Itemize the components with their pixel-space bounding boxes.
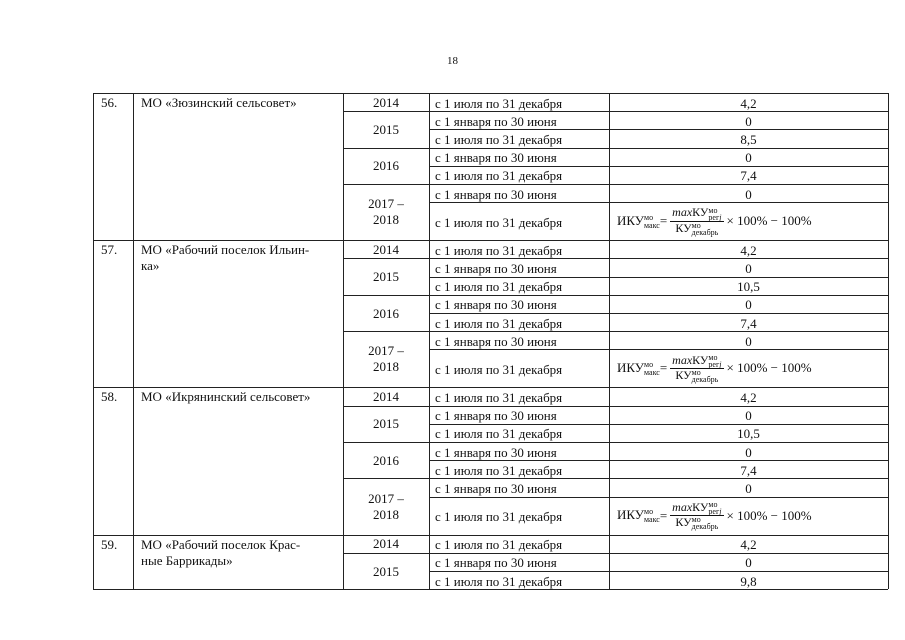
formula-lhs <box>617 213 660 230</box>
formula-den-main: КУ <box>675 515 692 530</box>
index-value: 0 <box>745 333 752 349</box>
index-formula <box>617 497 812 535</box>
formula-lhs-main: ИКУ <box>617 507 645 523</box>
year-top-border <box>343 553 888 554</box>
formula-equals: = <box>659 507 668 523</box>
formula-lhs-sup: мо <box>644 359 654 369</box>
formula-fraction <box>670 501 723 531</box>
year-top-border <box>343 184 888 185</box>
formula-num-sup: мо <box>708 205 718 215</box>
formula-den-sub: декабрь <box>691 375 719 385</box>
period-label: с 1 января по 30 июня <box>435 481 557 496</box>
col-border-value <box>609 387 610 534</box>
formula-tail: × 100% − 100% <box>726 213 812 229</box>
year-label: 2015 <box>373 269 399 285</box>
col-border-name <box>133 387 134 534</box>
col-border-name <box>133 93 134 240</box>
index-value: 0 <box>745 481 752 496</box>
formula-fraction <box>670 206 723 236</box>
formula-lhs-sub: макс <box>644 515 660 525</box>
year-top-border <box>343 258 888 259</box>
table-bottom-border <box>93 589 888 590</box>
index-value: 10,5 <box>737 279 760 295</box>
col-border-left <box>93 240 94 387</box>
year-label: 2015 <box>373 416 399 432</box>
period-label: с 1 июля по 31 декабря <box>435 537 563 553</box>
index-value: 7,4 <box>740 462 757 478</box>
index-value: 4,2 <box>740 242 757 258</box>
index-value: 0 <box>745 444 752 460</box>
formula-num-main: КУ <box>692 205 709 220</box>
index-value: 0 <box>745 261 752 276</box>
period-label: с 1 июля по 31 декабря <box>435 242 563 258</box>
index-value: 0 <box>745 113 752 129</box>
formula-max: max <box>672 499 693 514</box>
period-label: с 1 июля по 31 декабря <box>435 361 563 377</box>
col-border-year <box>343 387 344 534</box>
col-border-left <box>93 93 94 240</box>
row-number: 58. <box>101 389 118 405</box>
col-border-right <box>888 93 889 240</box>
col-border-year <box>343 535 344 590</box>
period-label: с 1 июля по 31 декабря <box>435 214 563 230</box>
col-border-year <box>343 93 344 240</box>
year-top-border <box>343 442 888 443</box>
year-label: 2015 <box>373 563 399 579</box>
index-value: 9,8 <box>740 573 757 589</box>
period-label: с 1 июля по 31 декабря <box>435 573 563 589</box>
formula-numerator <box>670 206 723 221</box>
formula-lhs-sup: мо <box>644 507 654 517</box>
index-value: 0 <box>745 297 752 313</box>
year-label-line: 2017 – <box>368 196 404 212</box>
index-value: 10,5 <box>737 426 760 442</box>
formula-num-sub-text: рег <box>708 359 720 369</box>
period-top-border <box>429 424 888 425</box>
col-border-name <box>133 240 134 387</box>
formula-den-main: КУ <box>675 220 692 235</box>
formula-den-sup: мо <box>691 220 701 230</box>
period-label: с 1 июля по 31 декабря <box>435 390 563 405</box>
col-border-right <box>888 535 889 590</box>
col-border-year <box>343 240 344 387</box>
formula-num-sub <box>708 508 721 515</box>
col-border-right <box>888 387 889 534</box>
col-border-right <box>888 240 889 387</box>
col-border-period <box>429 240 430 387</box>
index-value: 0 <box>745 186 752 202</box>
formula-num-j: j <box>719 212 722 222</box>
year-label: 2014 <box>373 241 399 257</box>
col-border-name <box>133 535 134 590</box>
row-top-border <box>93 93 888 94</box>
index-value: 8,5 <box>740 132 757 147</box>
formula-tail: × 100% − 100% <box>726 360 812 376</box>
year-top-border <box>343 331 888 332</box>
formula-fraction <box>670 354 723 384</box>
formula-max: max <box>672 205 693 220</box>
formula-lhs-sub: макс <box>644 220 660 230</box>
formula-num-j: j <box>719 507 722 517</box>
formula-lhs-main: ИКУ <box>617 359 645 375</box>
year-label-line: 2017 – <box>368 343 404 359</box>
municipality-name-line: МО «Рабочий поселок Ильин- <box>141 242 310 258</box>
period-top-border <box>429 313 888 314</box>
period-label: с 1 января по 30 июня <box>435 555 557 571</box>
index-value: 4,2 <box>740 390 757 405</box>
period-label: с 1 января по 30 июня <box>435 444 557 460</box>
period-label: с 1 января по 30 июня <box>435 297 557 313</box>
year-label-line: 2018 <box>373 359 399 375</box>
period-label: с 1 января по 30 июня <box>435 333 557 349</box>
index-value: 4,2 <box>740 95 757 111</box>
period-top-border <box>429 166 888 167</box>
col-border-period <box>429 387 430 534</box>
year-top-border <box>343 406 888 407</box>
year-top-border <box>343 111 888 112</box>
index-value: 7,4 <box>740 315 757 331</box>
year-label-line: 2018 <box>373 212 399 228</box>
col-border-left <box>93 387 94 534</box>
period-label: с 1 июля по 31 декабря <box>435 315 563 331</box>
period-top-border <box>429 460 888 461</box>
year-label: 2016 <box>373 452 399 468</box>
formula-num-sub <box>708 361 721 368</box>
period-label: с 1 июля по 31 декабря <box>435 426 563 442</box>
formula-den-sub: декабрь <box>691 522 719 532</box>
municipality-name-line: МО «Зюзинский сельсовет» <box>141 95 297 110</box>
year-label: 2014 <box>373 389 399 404</box>
period-label: с 1 января по 30 июня <box>435 150 557 166</box>
year-top-border <box>343 478 888 479</box>
formula-tail: × 100% − 100% <box>726 507 812 523</box>
index-value: 0 <box>745 555 752 571</box>
year-label: 2014 <box>373 536 399 552</box>
period-top-border <box>429 129 888 130</box>
year-label-line: 2017 – <box>368 490 404 506</box>
formula-num-j: j <box>719 359 722 369</box>
formula-equals: = <box>659 360 668 376</box>
col-border-period <box>429 93 430 240</box>
row-top-border <box>93 387 888 388</box>
formula-max: max <box>672 352 693 367</box>
municipality-name-line: МО «Икрянинский сельсовет» <box>141 389 311 405</box>
index-value: 0 <box>745 408 752 424</box>
index-formula <box>617 349 812 387</box>
year-top-border <box>343 295 888 296</box>
col-border-period <box>429 535 430 590</box>
row-number: 57. <box>101 242 118 258</box>
formula-num-sub <box>708 214 721 221</box>
year-label: 2016 <box>373 305 399 321</box>
formula-numerator <box>670 501 723 516</box>
row-top-border <box>93 535 888 536</box>
period-label: с 1 июля по 31 декабря <box>435 509 563 525</box>
year-top-border <box>343 148 888 149</box>
municipality-name-line: МО «Рабочий поселок Крас- <box>141 536 301 552</box>
period-label: с 1 июля по 31 декабря <box>435 462 563 478</box>
period-top-border <box>429 277 888 278</box>
index-value: 0 <box>745 150 752 166</box>
formula-lhs-sup: мо <box>644 212 654 222</box>
formula-lhs <box>617 360 660 377</box>
formula-num-main: КУ <box>692 352 709 367</box>
formula-num-main: КУ <box>692 499 709 514</box>
formula-num-sup: мо <box>708 352 718 362</box>
formula-num-sup: мо <box>708 500 718 510</box>
formula-den-sup: мо <box>691 368 701 378</box>
period-label: с 1 января по 30 июня <box>435 261 557 276</box>
page-number: 18 <box>447 55 458 67</box>
formula-numerator <box>670 354 723 369</box>
period-label: с 1 июля по 31 декабря <box>435 168 563 184</box>
year-label: 2015 <box>373 121 399 137</box>
col-border-value <box>609 240 610 387</box>
col-border-value <box>609 93 610 240</box>
period-label: с 1 января по 30 июня <box>435 113 557 129</box>
period-top-border <box>429 571 888 572</box>
col-border-value <box>609 535 610 590</box>
period-label: с 1 января по 30 июня <box>435 408 557 424</box>
row-number: 56. <box>101 95 118 110</box>
formula-num-sub-text: рег <box>708 507 720 517</box>
index-value: 4,2 <box>740 537 757 553</box>
formula-den-sup: мо <box>691 515 701 525</box>
formula-den-main: КУ <box>675 367 692 382</box>
municipality-name-line: ные Баррикады» <box>141 552 233 568</box>
formula-den-sub: декабрь <box>691 227 719 237</box>
formula-denominator <box>675 369 718 383</box>
row-top-border <box>93 240 888 241</box>
formula-lhs-main: ИКУ <box>617 212 645 228</box>
period-label: с 1 января по 30 июня <box>435 186 557 202</box>
index-value: 7,4 <box>740 168 757 184</box>
period-label: с 1 июля по 31 декабря <box>435 279 563 295</box>
municipality-name-line: ка» <box>141 258 160 274</box>
formula-equals: = <box>659 213 668 229</box>
formula-denominator <box>675 222 718 236</box>
col-border-left <box>93 535 94 590</box>
period-label: с 1 июля по 31 декабря <box>435 95 563 111</box>
year-label: 2014 <box>373 94 399 110</box>
formula-num-sub-text: рег <box>708 212 720 222</box>
formula-lhs <box>617 507 660 524</box>
formula-lhs-sub: макс <box>644 367 660 377</box>
year-label-line: 2018 <box>373 506 399 522</box>
index-formula <box>617 202 812 240</box>
row-number: 59. <box>101 536 118 552</box>
year-label: 2016 <box>373 158 399 174</box>
formula-denominator <box>675 516 718 530</box>
period-label: с 1 июля по 31 декабря <box>435 132 563 147</box>
